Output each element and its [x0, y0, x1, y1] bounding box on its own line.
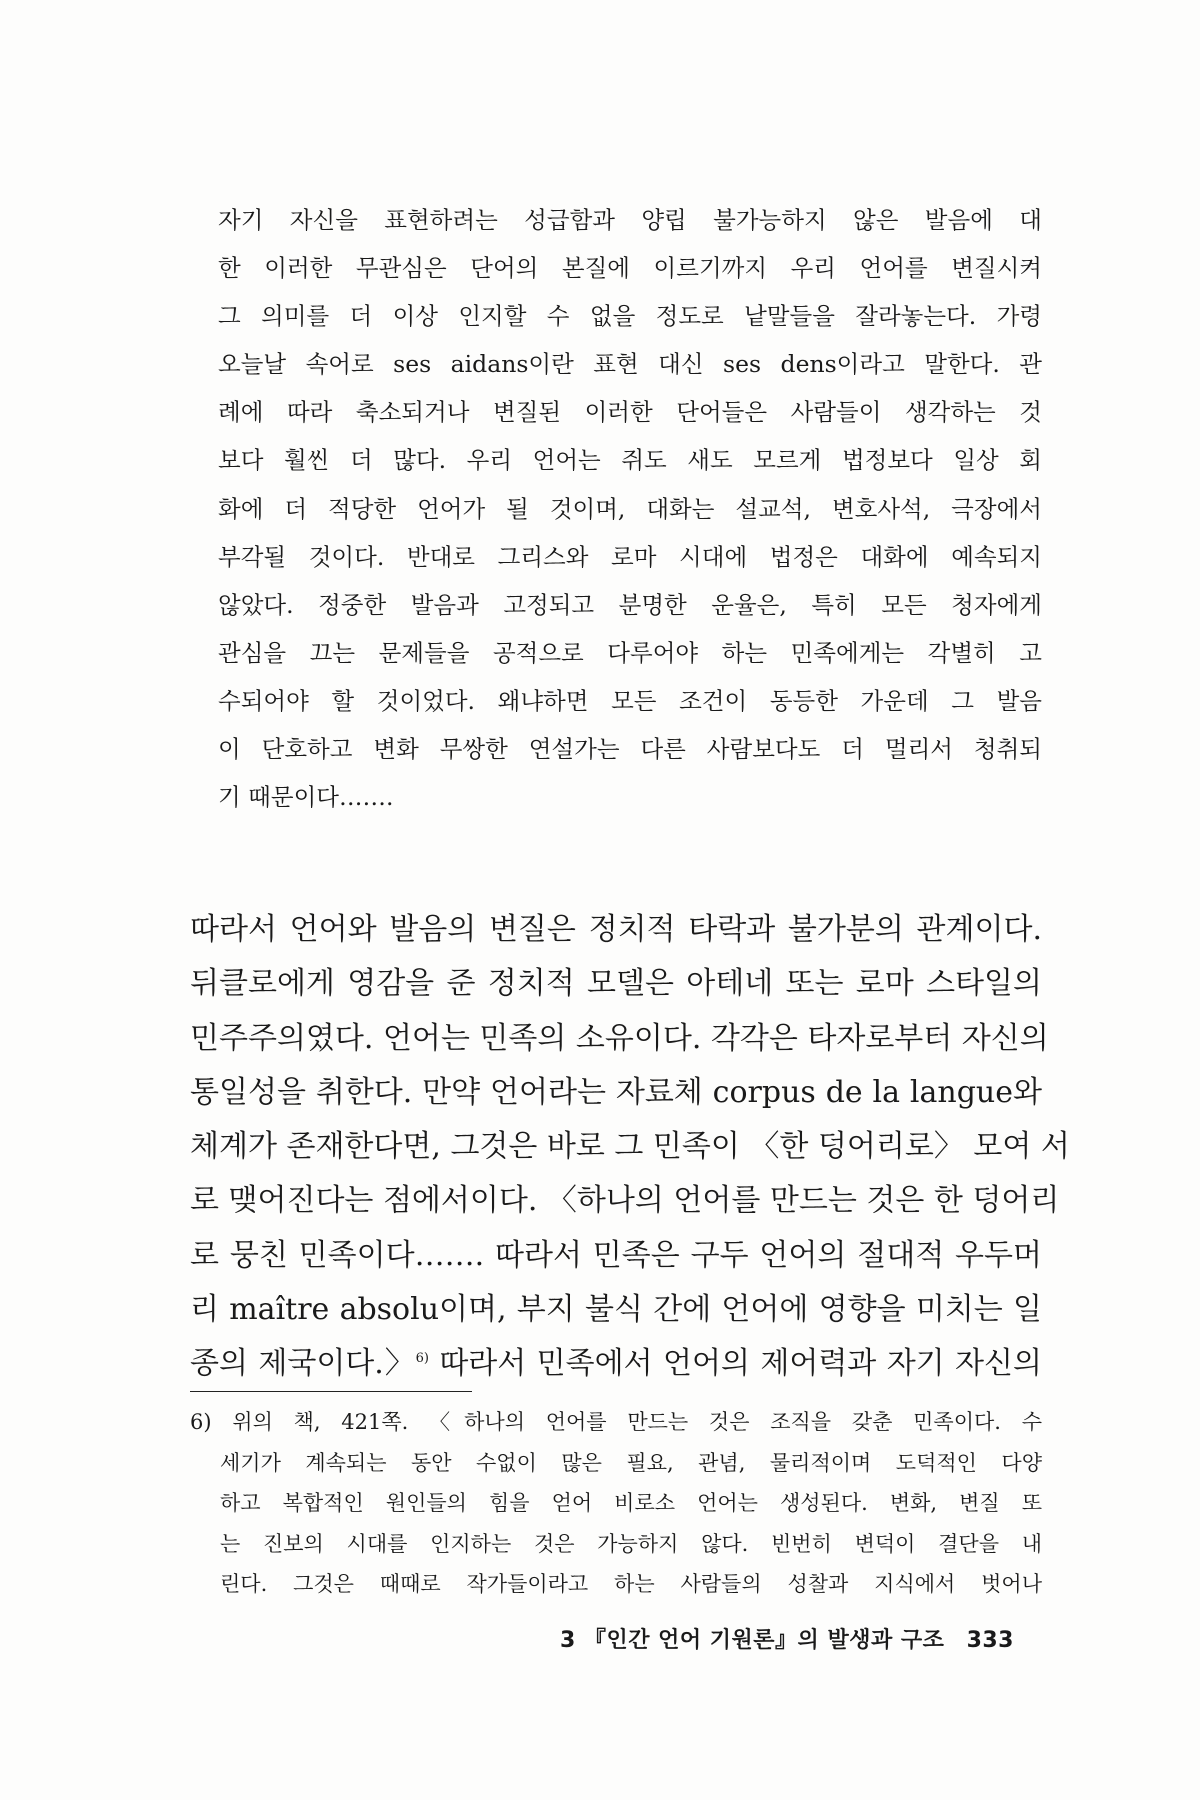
footnote-line: 린다. 그것은 때때로 작가들이라고 하는 사람들의 성찰과 지식에서 벗어나 — [220, 1572, 1042, 1596]
body-paragraph — [190, 903, 1070, 1392]
footnote-divider — [190, 1391, 472, 1392]
quote-line: 자기 자신을 표현하려는 성급함과 양립 불가능하지 않은 발음에 대 — [218, 206, 1042, 234]
body-line: 따라서 언어와 발음의 변질은 정치적 타락과 불가분의 관계이다. — [190, 912, 1042, 947]
body-line: 리 maître absolu이며, 부지 불식 간에 언어에 영향을 미치는 일 — [190, 1292, 1042, 1328]
quote-line: 례에 따라 축소되거나 변질된 이러한 단어들은 사람들이 생각하는 것 — [218, 398, 1042, 427]
footnote-reference: 6) — [415, 1351, 429, 1367]
quote-line: 않았다. 정중한 발음과 고정되고 분명한 운율은, 특히 모든 청자에게 — [218, 590, 1042, 619]
body-line: 민주주의였다. 언어는 민족의 소유이다. 각각은 타자로부터 자신의 — [190, 1020, 1049, 1056]
quote-line: 관심을 끄는 문제들을 공적으로 다루어야 하는 민족에게는 각별히 고 — [218, 638, 1042, 667]
body-line-text: 따라서 민족에서 언어의 제어력과 자기 자신의 — [428, 1346, 1042, 1382]
quote-line: 오늘날 속어로 ses aidans이란 표현 대신 ses dens이라고 말한다. 관 — [218, 350, 1042, 379]
chapter-title: 3 『인간 언어 기원론』의 발생과 구조 — [560, 1628, 945, 1653]
quote-line: 기 때문이다……. — [218, 783, 394, 812]
body-line: 통일성을 취한다. 만약 언어라는 자료체 corpus de la langue와 — [190, 1074, 1042, 1110]
footnote-line: 6) 위의 책, 421쪽. 〈하나의 언어를 만드는 것은 조직을 갖춘 민족이다. 수 — [190, 1410, 1042, 1434]
quote-line: 한 이러한 무관심은 단어의 본질에 이르기까지 우리 언어를 변질시켜 — [218, 254, 1042, 283]
quote-line: 보다 훨씬 더 많다. 우리 언어는 쥐도 새도 모르게 법정보다 일상 회 — [218, 446, 1042, 475]
footnote — [190, 1402, 1042, 1605]
body-line-text: 종의 제국이다.〉 — [190, 1346, 416, 1382]
quote-line: 수되어야 할 것이었다. 왜냐하면 모든 조건이 동등한 가운데 그 발음 — [218, 686, 1042, 715]
body-line: 뒤클로에게 영감을 준 정치적 모델은 아테네 또는 로마 스타일의 — [190, 966, 1042, 1002]
footnote-line: 는 진보의 시대를 인지하는 것은 가능하지 않다. 빈번히 변덕이 결단을 내 — [220, 1531, 1042, 1556]
quote-line: 부각될 것이다. 반대로 그리스와 로마 시대에 법정은 대화에 예속되지 — [218, 542, 1042, 571]
footnote-line: 세기가 계속되는 동안 수없이 많은 필요, 관념, 물리적이며 도덕적인 다양 — [220, 1450, 1042, 1475]
body-line: 체계가 존재한다면, 그것은 바로 그 민족이 〈한 덩어리로〉 모여 서 — [190, 1129, 1070, 1165]
page-number: 333 — [966, 1628, 1014, 1653]
body-line: 로 뭉친 민족이다……. 따라서 민족은 구두 언어의 절대적 우두머 — [190, 1237, 1042, 1273]
block-quotation — [218, 196, 1042, 821]
body-line: 로 맺어진다는 점에서이다. 〈하나의 언어를 만드는 것은 한 덩어리 — [190, 1183, 1060, 1219]
quote-line: 그 의미를 더 이상 인지할 수 없을 정도로 낱말들을 잘라놓는다. 가령 — [218, 302, 1042, 331]
body-line — [190, 1337, 1042, 1391]
quote-line: 이 단호하고 변화 무쌍한 연설가는 다른 사람보다도 더 멀리서 청취되 — [218, 735, 1042, 764]
quote-line: 화에 더 적당한 언어가 될 것이며, 대화는 설교석, 변호사석, 극장에서 — [218, 494, 1042, 523]
running-footer — [560, 1623, 1014, 1654]
footnote-line: 하고 복합적인 원인들의 힘을 얻어 비로소 언어는 생성된다. 변화, 변질 또 — [220, 1491, 1042, 1515]
